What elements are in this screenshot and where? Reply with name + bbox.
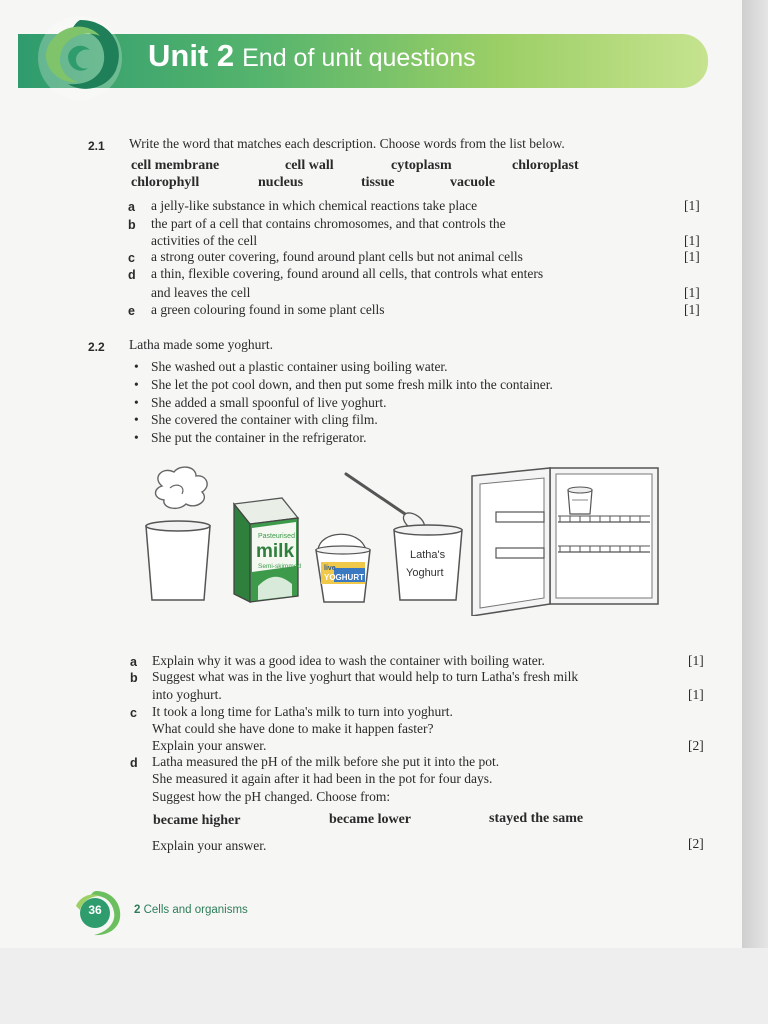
bullet-icon: • xyxy=(134,430,139,445)
word-option: tissue xyxy=(361,175,395,190)
part-text: Explain your answer. xyxy=(152,738,267,753)
bullet-text: She covered the container with cling film. xyxy=(151,412,378,427)
bullet-icon: • xyxy=(134,395,139,410)
milk-carton-icon xyxy=(234,498,301,602)
container-label-1: Latha's xyxy=(410,549,446,561)
explain-text: Explain your answer. xyxy=(152,838,267,853)
ph-choice: became higher xyxy=(153,813,241,828)
mark: [1] xyxy=(684,285,700,300)
refrigerator-icon xyxy=(472,468,658,616)
question-number-2-1: 2.1 xyxy=(88,139,105,153)
question-number-2-2: 2.2 xyxy=(88,340,105,354)
scan-edge xyxy=(742,0,768,1024)
q21-instruction: Write the word that matches each description. Choose words from the list below. xyxy=(129,136,565,151)
part-label: c xyxy=(130,706,137,720)
mark: [1] xyxy=(688,687,704,702)
unit-label: Unit 2 xyxy=(148,38,235,73)
title-text: End of unit questions xyxy=(242,44,476,72)
mark: [1] xyxy=(688,653,704,668)
word-option: chlorophyll xyxy=(131,175,200,190)
pot-live-label: live xyxy=(324,565,336,572)
part-text: Suggest what was in the live yoghurt that would help to turn Latha's fresh milk xyxy=(152,669,579,684)
part-text: She measured it again after it had been in the pot for four days. xyxy=(152,771,493,786)
swirl-logo-icon xyxy=(22,6,142,106)
item-label: d xyxy=(128,268,136,282)
item-text: a thin, flexible covering, found around all cells, that controls what enters xyxy=(151,266,544,281)
bullet-icon: • xyxy=(134,359,139,374)
part-label: a xyxy=(130,655,137,669)
chapter-number: 2 xyxy=(134,904,141,916)
ph-choice: became lower xyxy=(329,812,412,827)
carton-sub-label: Semi-skimmed xyxy=(258,563,301,570)
mark: [1] xyxy=(684,249,700,264)
scan-margin xyxy=(0,948,768,1024)
word-option: nucleus xyxy=(258,175,304,190)
bullet-icon: • xyxy=(134,377,139,392)
item-text: a strong outer covering, found around plant cells but not animal cells xyxy=(151,249,523,264)
bullet-text: She put the container in the refrigerator. xyxy=(151,430,367,445)
item-label: c xyxy=(128,251,135,265)
bullet-icon: • xyxy=(134,412,139,427)
mark: [2] xyxy=(688,738,704,753)
carton-top-label: Pasteurised xyxy=(258,533,295,540)
item-label: e xyxy=(128,304,135,318)
bullet-text: She washed out a plastic container using boiling water. xyxy=(151,359,448,374)
item-label: a xyxy=(128,200,135,214)
part-text: Suggest how the pH changed. Choose from: xyxy=(152,789,391,804)
part-label: b xyxy=(130,671,138,685)
part-text: Latha measured the pH of the milk before she put it into the pot. xyxy=(152,754,500,769)
item-text: the part of a cell that contains chromosomes, and that controls the xyxy=(151,216,506,231)
chapter-title: Cells and organisms xyxy=(143,904,248,916)
ph-choice: stayed the same xyxy=(489,811,584,826)
mark: [1] xyxy=(684,302,700,317)
part-text: What could she have done to make it happen faster? xyxy=(152,721,434,736)
word-option: cell wall xyxy=(285,158,334,173)
bullet-text: She let the pot cool down, and then put some fresh milk into the container. xyxy=(151,377,553,392)
word-option: cell membrane xyxy=(131,158,220,173)
steaming-container-icon xyxy=(146,467,210,600)
part-label: d xyxy=(130,756,138,770)
carton-main-label: milk xyxy=(256,541,295,562)
mark: [1] xyxy=(684,198,700,213)
part-text: Explain why it was a good idea to wash the container with boiling water. xyxy=(152,653,545,668)
footer-chapter xyxy=(134,904,248,916)
page-title xyxy=(148,38,476,74)
item-text: and leaves the cell xyxy=(151,285,251,300)
word-option: vacuole xyxy=(450,175,496,190)
part-text: It took a long time for Latha's milk to turn into yoghurt. xyxy=(152,704,453,719)
part-text: into yoghurt. xyxy=(152,687,222,702)
item-text: a green colouring found in some plant cells xyxy=(151,302,385,317)
item-text: a jelly-like substance in which chemical reactions take place xyxy=(151,198,478,213)
mark: [2] xyxy=(688,836,704,851)
lathas-container-icon xyxy=(394,525,462,600)
item-label: b xyxy=(128,218,136,232)
pot-yoghurt-label: YOGHURT xyxy=(324,573,364,582)
page-number: 36 xyxy=(88,903,102,917)
q22-intro: Latha made some yoghurt. xyxy=(129,337,273,352)
mark: [1] xyxy=(684,233,700,248)
word-option: cytoplasm xyxy=(391,158,452,173)
bullet-text: She added a small spoonful of live yoghurt. xyxy=(151,395,387,410)
yoghurt-pot-icon xyxy=(316,534,370,602)
container-label-2: Yoghurt xyxy=(406,567,444,579)
yoghurt-illustration xyxy=(140,466,660,616)
word-option: chloroplast xyxy=(512,158,579,173)
item-text: activities of the cell xyxy=(151,233,258,248)
